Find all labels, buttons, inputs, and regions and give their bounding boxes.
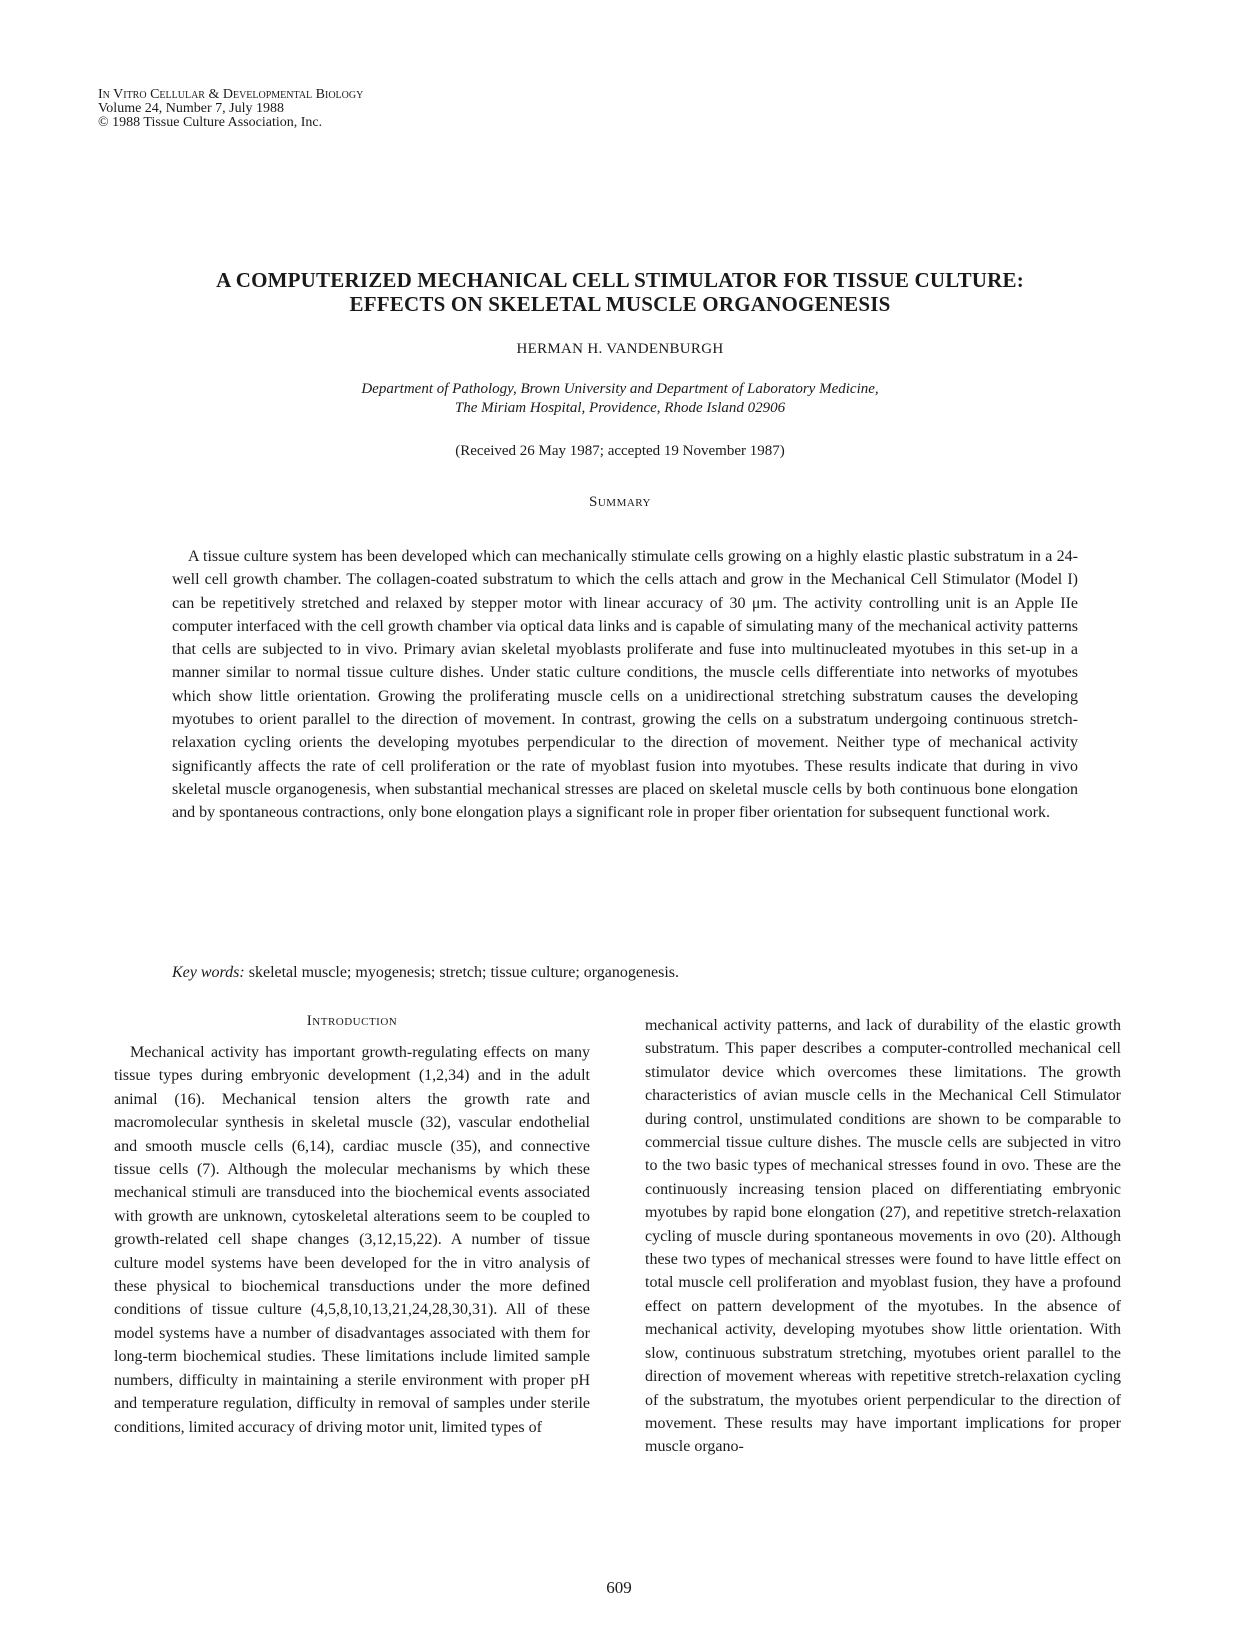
keywords-label: Key words: (172, 964, 245, 981)
introduction-heading: Introduction (306, 1013, 398, 1029)
keywords-text: skeletal muscle; myogenesis; stretch; tissue culture; organogenesis. (248, 964, 680, 981)
received-dates: (Received 26 May 1987; accepted 19 November 1987) (455, 443, 785, 459)
summary-text: A tissue culture system has been developed which can mechanically stimulate cells growing on a highly elastic plastic substratum in a 24-well cell growth chamber. The collagen-coated substratum to which the cells attach and grow in the Mechanical Cell Stimulator (Model I) can be repetitively stretched and relaxed by stepper motor with linear accuracy of 30 μm. The activity controlling unit is an Apple IIe computer interfaced with the cell growth chamber via optical data links and is capable of simulating many of the mechanical activity patterns that cells are subjected to in vivo. Primary avian skeletal myoblasts proliferate and fuse into multinucleated myotubes in this set-up in a manner similar to normal tissue culture dishes. Under static culture conditions, the muscle cells differentiate into networks of myotubes which show little orientation. Growing the proliferating muscle cells on a unidirectional stretching substratum causes the developing myotubes to orient parallel to the direction of movement. In contrast, growing the cells on a substratum undergoing continuous stretch-relaxation cycling orients the developing myotubes perpendicular to the direction of movement. Neither type of mechanical activity significantly affects the rate of cell proliferation or the rate of myoblast fusion into myotubes. These results indicate that during in vivo skeletal muscle organogenesis, when substantial mechanical stresses are placed on skeletal muscle cells by both continuous bone elongation and by spontaneous contractions, only bone elongation plays a significant role in proper fiber orientation for subsequent functional work. (172, 548, 1078, 822)
journal-copyright: © 1988 Tissue Culture Association, Inc. (98, 115, 323, 130)
affiliation (150, 380, 1090, 418)
introduction-right-text: mechanical activity patterns, and lack of durability of the elastic growth substratum. This paper describes a computer-controlled mechanical cell stimulator device which overcomes these limitations. The growth characteristics of avian muscle cells in the Mechanical Cell Stimulator during control, unstimulated conditions are shown to be comparable to commercial tissue culture dishes. The muscle cells are subjected in vitro to the two basic types of mechanical stresses found in ovo. These are the continuously increasing tension placed on differentiating embryonic myotubes by rapid bone elongation (27), and repetitive stretch-relaxation cycling of muscle during spontaneous movements in ovo (20). Although these two types of mechanical stresses were found to have little effect on total muscle cell proliferation and myoblast fusion, they have a profound effect on pattern development of the myotubes. In the absence of mechanical activity, developing myotubes show little orientation. With slow, continuous substratum stretching, myotubes orient parallel to the direction of movement whereas with repetitive stretch-relaxation cycling of the substratum, the myotubes orient perpendicular to the direction of movement. These results may have important implications for proper muscle organo- (645, 1017, 1121, 1456)
affiliation-line-2: The Miriam Hospital, Providence, Rhode Island 02906 (454, 400, 786, 416)
keywords (172, 962, 1078, 984)
affiliation-line-1: Department of Pathology, Brown University and Department of Laboratory Medicine, (361, 381, 879, 397)
introduction-right-column (645, 1014, 1121, 1459)
author: HERMAN H. VANDENBURGH (516, 341, 724, 357)
title-line-2: EFFECTS ON SKELETAL MUSCLE ORGANOGENESIS (349, 292, 891, 316)
summary (172, 545, 1078, 825)
introduction-left-column (114, 1041, 590, 1439)
journal-name: In Vitro Cellular & Developmental Biology (98, 87, 364, 102)
title-block (150, 268, 1090, 511)
journal-volume: Volume 24, Number 7, July 1988 (98, 101, 285, 116)
introduction-left-text: Mechanical activity has important growth-regulating effects on many tissue types during embryonic development (1,2,34) and in the adult animal (16). Mechanical tension alters the growth rate and macromolecular synthesis in skeletal muscle (32), vascular endothelial and smooth muscle cells (6,14), cardiac muscle (35), and connective tissue cells (7). Although the molecular mechanisms by which these mechanical stimuli are transduced into the biochemical events associated with growth are unknown, cytoskeletal alterations seem to be coupled to growth-related cell shape changes (3,12,15,22). A number of tissue culture model systems have been developed for the in vitro analysis of these physical to biochemical transductions under the more defined conditions of tissue culture (4,5,8,10,13,21,24,28,30,31). All of these model systems have a number of disadvantages associated with them for long-term biochemical studies. These limitations include limited sample numbers, difficulty in maintaining a sterile environment with proper pH and temperature regulation, difficulty in removal of samples under sterile conditions, limited accuracy of driving motor unit, limited types of (114, 1044, 590, 1436)
title-line-1: A COMPUTERIZED MECHANICAL CELL STIMULATOR FOR TISSUE CULTURE: (216, 268, 1024, 292)
summary-heading: Summary (589, 494, 651, 510)
journal-header (98, 88, 363, 130)
page-number: 609 (606, 1578, 632, 1597)
article-title (150, 268, 1090, 316)
